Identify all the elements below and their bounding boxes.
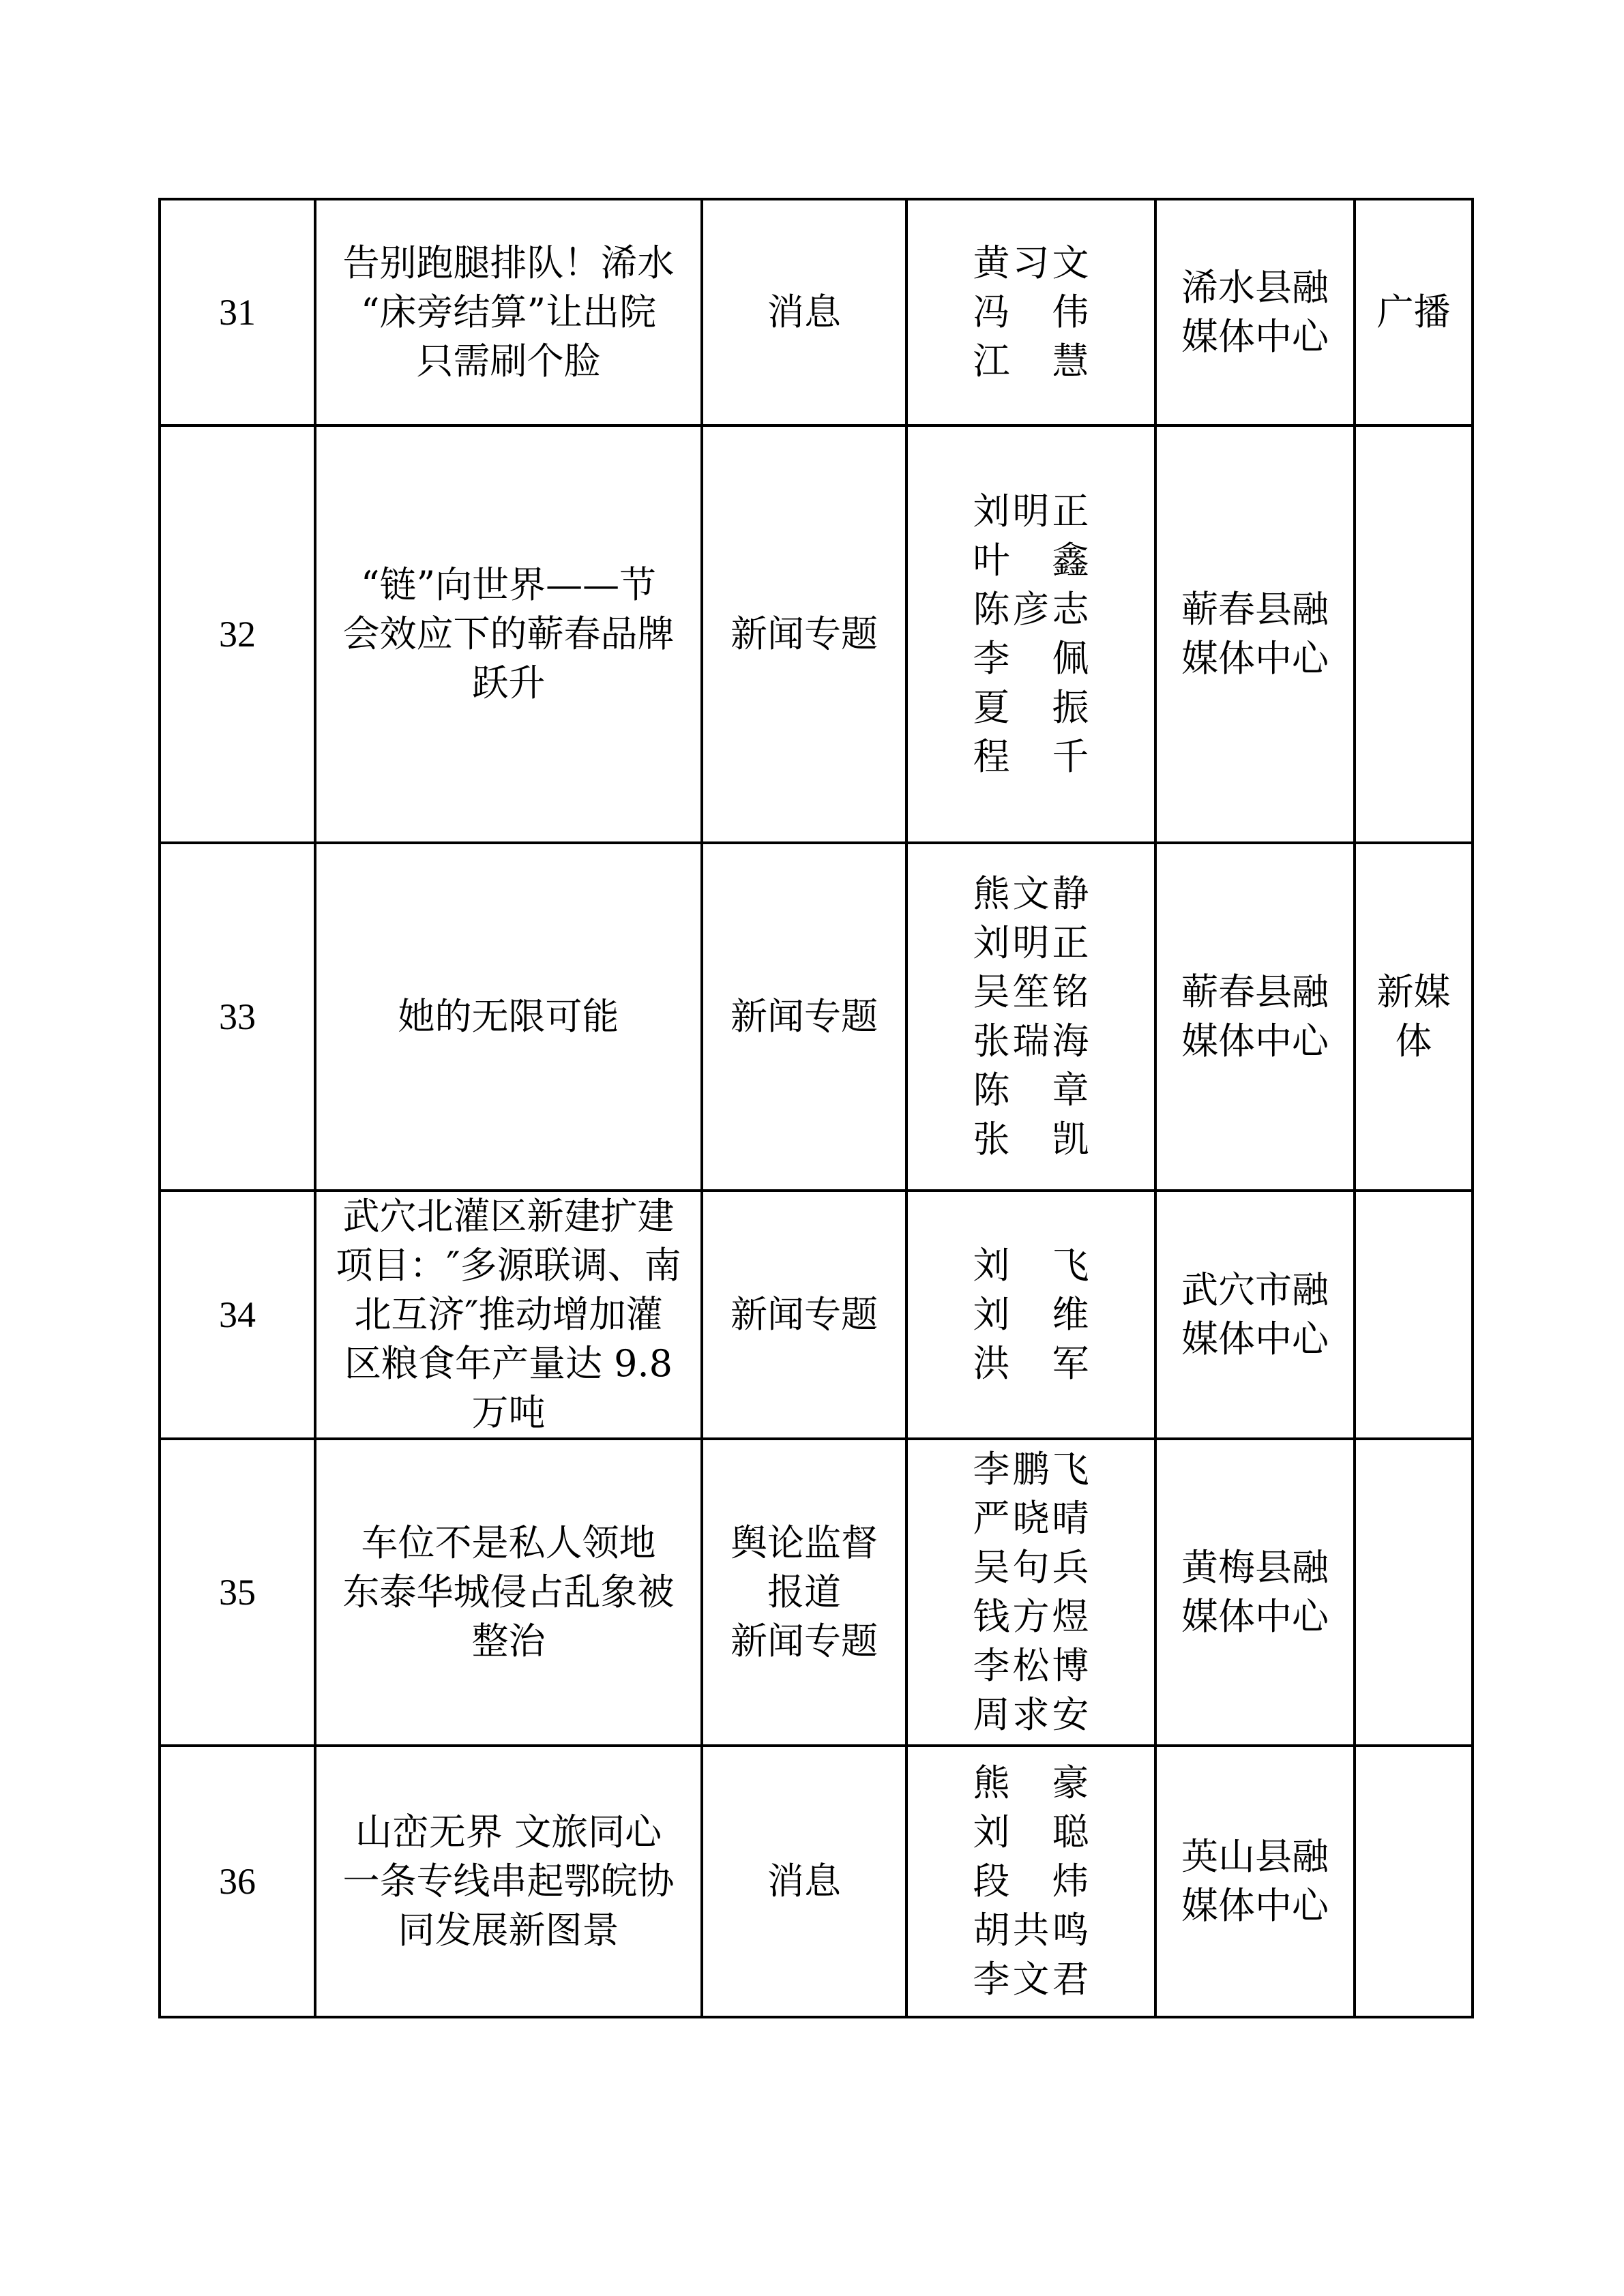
media-type: 广播: [1355, 199, 1473, 426]
submitting-unit: 蕲春县融 媒体中心: [1155, 426, 1355, 843]
table-row: [160, 843, 1473, 1191]
work-category: 消息: [702, 1746, 906, 2017]
author-list: [906, 1746, 1155, 2017]
author-name: 黄习文: [973, 241, 1089, 284]
author-name: 吴笙铭: [973, 970, 1089, 1013]
author-name: 刘 维: [973, 1293, 1089, 1336]
author-name: 熊文静: [973, 872, 1089, 915]
submitting-unit: 浠水县融 媒体中心: [1155, 199, 1355, 426]
entry-number: 35: [160, 1439, 315, 1746]
submitting-unit: 英山县融 媒体中心: [1155, 1746, 1355, 2017]
author-list: [906, 843, 1155, 1191]
author-name: 江 慧: [973, 340, 1089, 383]
work-title: 车位不是私人领地 东泰华城侵占乱象被 整治: [315, 1439, 702, 1746]
author-name: 陈彦志: [973, 588, 1089, 631]
author-list: [906, 1191, 1155, 1439]
author-name: 李鹏飞: [973, 1448, 1089, 1491]
author-name: 李文君: [973, 1958, 1089, 2001]
author-name: 吴句兵: [973, 1546, 1089, 1589]
media-type: [1355, 426, 1473, 843]
author-name: 李松博: [973, 1644, 1089, 1687]
awards-table: [158, 198, 1474, 2018]
table-row: [160, 1439, 1473, 1746]
work-title: 武穴北灌区新建扩建 项目：″多源联调、南 北互济″推动增加灌 区粮食年产量达 9.8 万吨: [315, 1191, 702, 1439]
author-name: 张瑞海: [973, 1019, 1089, 1062]
table-row: [160, 1746, 1473, 2017]
author-name: 周求安: [973, 1693, 1089, 1736]
author-list: [906, 1439, 1155, 1746]
work-category: 新闻专题: [702, 843, 906, 1191]
author-name: 严晓晴: [973, 1497, 1089, 1540]
work-category: 舆论监督 报道 新闻专题: [702, 1439, 906, 1746]
table-row: [160, 426, 1473, 843]
author-name: 刘明正: [973, 490, 1089, 533]
author-name: 程 千: [973, 735, 1089, 778]
author-name: 胡共鸣: [973, 1909, 1089, 1952]
author-name: 叶 鑫: [973, 539, 1089, 582]
submitting-unit: 黄梅县融 媒体中心: [1155, 1439, 1355, 1746]
entry-number: 33: [160, 843, 315, 1191]
work-category: 消息: [702, 199, 906, 426]
work-title: 告别跑腿排队！浠水 “床旁结算”让出院 只需刷个脸: [315, 199, 702, 426]
author-list: [906, 426, 1155, 843]
work-title: 山峦无界 文旅同心 一条专线串起鄂皖协 同发展新图景: [315, 1746, 702, 2017]
entry-number: 32: [160, 426, 315, 843]
author-name: 洪 军: [973, 1342, 1089, 1385]
submitting-unit: 蕲春县融 媒体中心: [1155, 843, 1355, 1191]
author-name: 刘 聪: [973, 1810, 1089, 1853]
author-name: 张 凯: [973, 1118, 1089, 1161]
author-list: [906, 199, 1155, 426]
entry-number: 36: [160, 1746, 315, 2017]
entry-number: 34: [160, 1191, 315, 1439]
author-name: 段 炜: [973, 1860, 1089, 1903]
work-title: “链”向世界——节 会效应下的蕲春品牌 跃升: [315, 426, 702, 843]
author-name: 冯 伟: [973, 290, 1089, 333]
media-type: [1355, 1746, 1473, 2017]
author-name: 陈 章: [973, 1069, 1089, 1112]
table-row: [160, 199, 1473, 426]
table-row: [160, 1191, 1473, 1439]
author-name: 夏 振: [973, 686, 1089, 729]
entry-number: 31: [160, 199, 315, 426]
author-name: 刘明正: [973, 921, 1089, 964]
author-name: 李 佩: [973, 637, 1089, 680]
media-type: 新媒 体: [1355, 843, 1473, 1191]
work-category: 新闻专题: [702, 426, 906, 843]
author-name: 熊 豪: [973, 1761, 1089, 1804]
work-title: 她的无限可能: [315, 843, 702, 1191]
submitting-unit: 武穴市融 媒体中心: [1155, 1191, 1355, 1439]
work-category: 新闻专题: [702, 1191, 906, 1439]
author-name: 刘 飞: [973, 1244, 1089, 1287]
media-type: [1355, 1191, 1473, 1439]
awards-table-body: [160, 199, 1473, 2017]
author-name: 钱方煜: [973, 1595, 1089, 1638]
media-type: [1355, 1439, 1473, 1746]
